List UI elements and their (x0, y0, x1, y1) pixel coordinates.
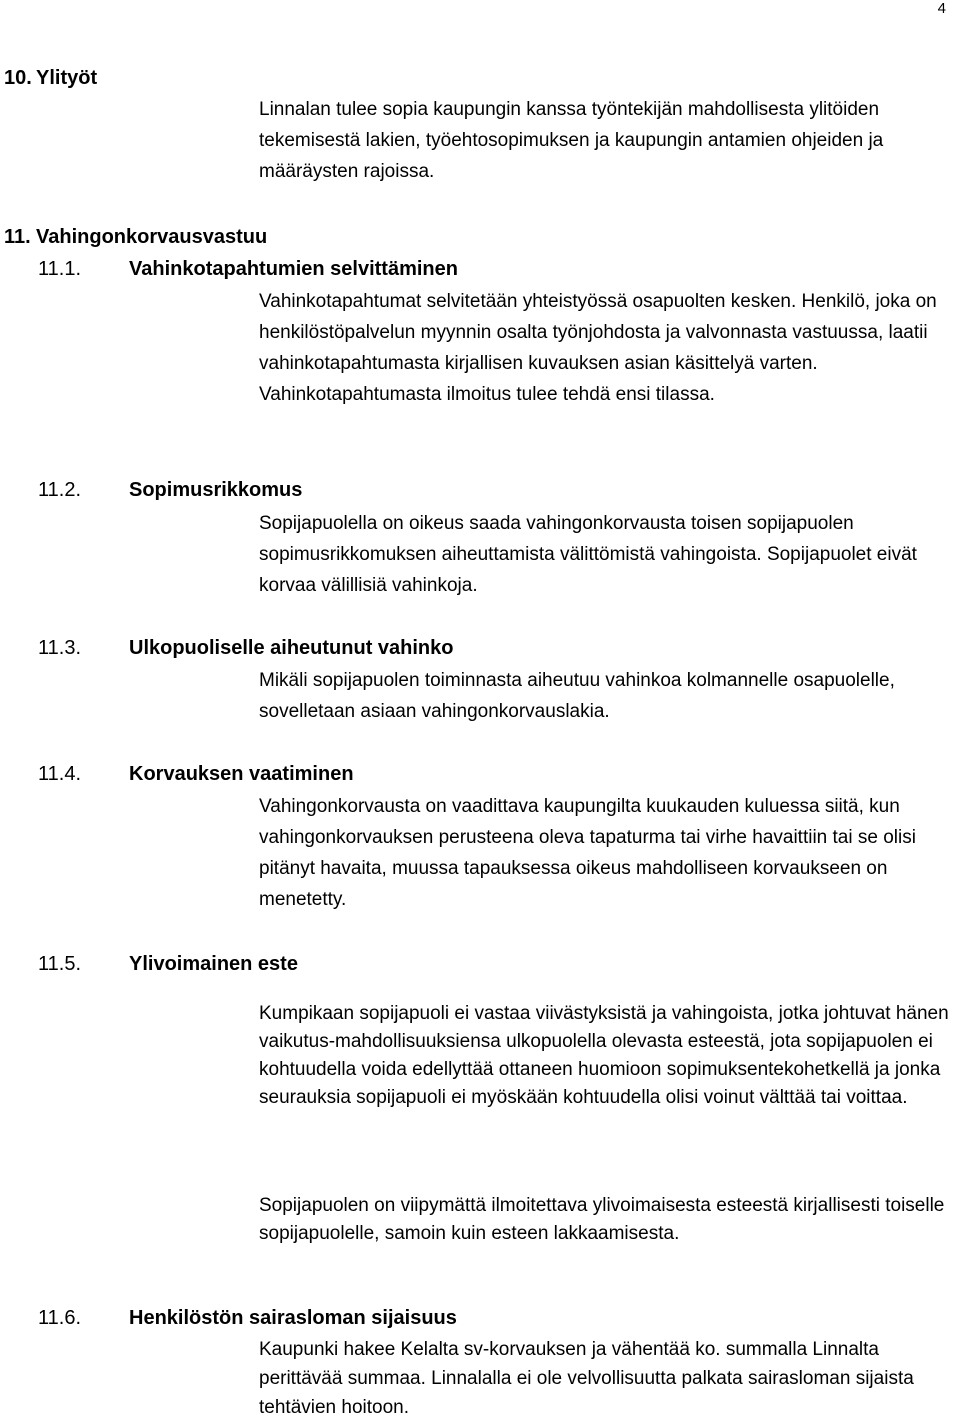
paragraph-11-2: Sopijapuolella on oikeus saada vahingonkorvausta toisen sopijapuolen sopimusrikkomuksen aiheuttamista välittömistä vahingoista. Sopijapuolet eivät korvaa välillisiä vahinkoja. (259, 513, 917, 596)
subsection-heading-11-2 (38, 478, 302, 502)
subsection-number: 11.3. (38, 637, 81, 659)
subsection-number: 11.6. (38, 1307, 81, 1329)
subsection-title: Ylivoimainen este (129, 953, 298, 975)
paragraph-ylityot: Linnalan tulee sopia kaupungin kanssa työntekijän mahdollisesta ylitöiden tekemisestä lakien, työehtosopimuksen ja kaupungin antamien ohjeiden ja määräysten rajoissa. (259, 99, 884, 182)
paragraph-11-5-a: Kumpikaan sopijapuoli ei vastaa viivästyksistä ja vahingoista, jotka johtuvat hänen vaikutus-mahdollisuuksiensa ulkopuolella olevasta esteestä, jota sopijapuolen ei kohtuudella voida edellyttää ottaneen huomioon sopimuksentekohetkellä ja jonka seurauksia sopijapuoli ei myöskään kohtuudella olisi voinut välttää tai voittaa. (259, 1003, 949, 1108)
section-title: Vahingonkorvausvastuu (36, 226, 268, 248)
paragraph-11-4: Vahingonkorvausta on vaadittava kaupungilta kuukauden kuluessa siitä, kun vahingonkorvauksen perusteena oleva tapaturma tai virhe havaittiin tai se olisi pitänyt havaita, muussa tapauksessa oikeus mahdolliseen korvaukseen on menetetty. (259, 796, 916, 910)
paragraph-11-5-b: Sopijapuolen on viipymättä ilmoitettava ylivoimaisesta esteestä kirjallisesti toiselle sopijapuolelle, samoin kuin esteen lakkaamisesta. (259, 1195, 945, 1244)
subsection-title: Henkilöstön sairasloman sijaisuus (129, 1307, 457, 1329)
subsection-title: Sopimusrikkomus (129, 479, 303, 501)
paragraph-11-1: Vahinkotapahtumat selvitetään yhteistyössä osapuolten kesken. Henkilö, joka on henkilöstöpalvelun myynnin osalta työnjohdosta ja valvonnasta vastuussa, laatii vahinkotapahtumasta kirjallisen kuvauksen asian käsittelyä varten. Vahinkotapahtumasta ilmoitus tulee tehdä ensi tilassa. (259, 291, 937, 405)
subsection-heading-11-6 (38, 1306, 457, 1330)
subsection-heading-11-3 (38, 636, 453, 660)
subsection-number: 11.4. (38, 763, 81, 785)
paragraph-11-6: Kaupunki hakee Kelalta sv-korvauksen ja vähentää ko. summalla Linnalta perittävää summaa. Linnalalla ei ole velvollisuutta palkata sairasloman sijaista tehtävien hoitoon. (259, 1339, 914, 1418)
section-number: 11. (4, 226, 31, 248)
subsection-number: 11.1. (38, 258, 81, 280)
subsection-title: Vahinkotapahtumien selvittäminen (129, 258, 458, 280)
section-title: Ylityöt (36, 67, 98, 89)
subsection-title: Ulkopuoliselle aiheutunut vahinko (129, 637, 454, 659)
subsection-heading-11-1 (38, 257, 458, 281)
subsection-heading-11-5 (38, 952, 298, 976)
section-heading-11 (4, 225, 267, 249)
subsection-title: Korvauksen vaatiminen (129, 763, 354, 785)
subsection-number: 11.2. (38, 479, 81, 501)
paragraph-11-3: Mikäli sopijapuolen toiminnasta aiheutuu vahinkoa kolmannelle osapuolelle, sovelletaan asiaan vahingonkorvauslakia. (259, 670, 895, 722)
section-heading-10 (4, 66, 97, 90)
section-number: 10. (4, 67, 32, 89)
page-number: 4 (937, 0, 946, 17)
subsection-heading-11-4 (38, 762, 354, 786)
subsection-number: 11.5. (38, 953, 81, 975)
